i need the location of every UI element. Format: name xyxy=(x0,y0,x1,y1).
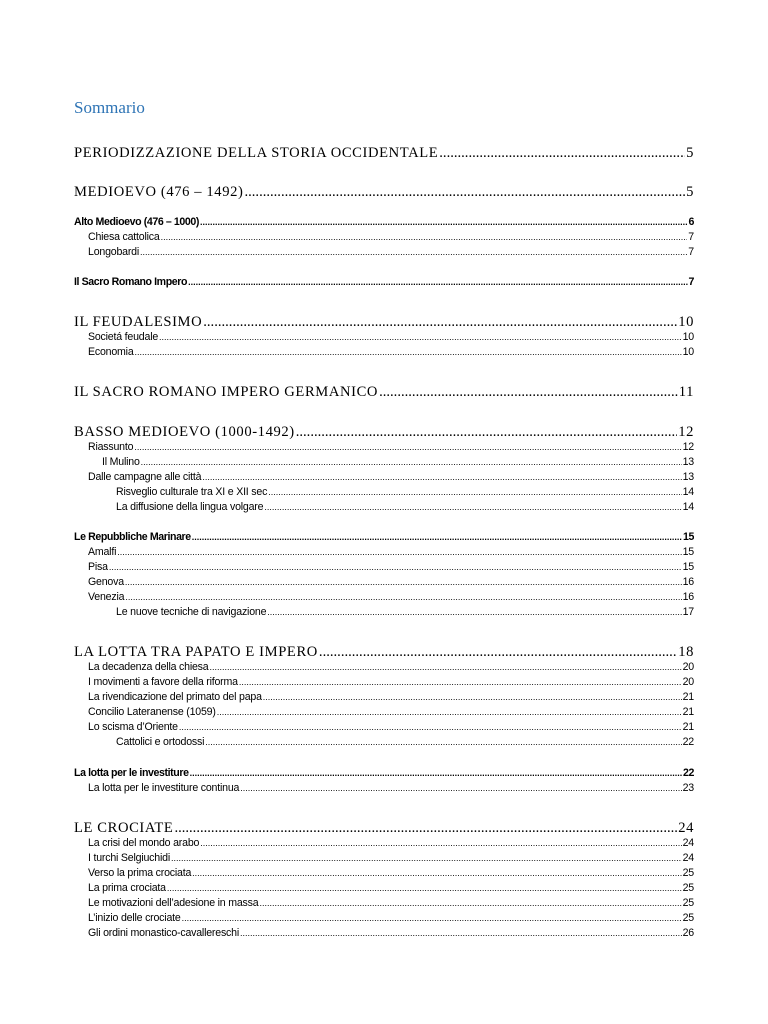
toc-entry-page: 20 xyxy=(682,661,694,673)
toc-entry[interactable] xyxy=(88,660,694,675)
toc-entry-page: 11 xyxy=(678,384,694,400)
toc-entry[interactable] xyxy=(88,590,694,605)
toc-leader-dots xyxy=(240,781,681,796)
toc-entry-page: 16 xyxy=(682,576,694,588)
toc-entry-page: 5 xyxy=(686,145,694,161)
toc-entry-page: 21 xyxy=(682,691,694,703)
toc-leader-dots xyxy=(159,330,682,345)
toc-entry-title: Le Repubbliche Marinare xyxy=(74,531,191,543)
toc-entry[interactable] xyxy=(88,866,694,881)
toc-entry-page: 25 xyxy=(682,912,694,924)
toc-entry[interactable] xyxy=(88,926,694,941)
toc-entry[interactable] xyxy=(88,781,694,796)
toc-entry-title: Chiesa cattolica xyxy=(88,231,160,243)
toc-entry-title: Il Mulino xyxy=(102,456,140,468)
toc-leader-dots xyxy=(240,926,682,941)
toc-title: Sommario xyxy=(74,98,145,117)
toc-entry[interactable] xyxy=(74,312,694,332)
toc-entry-title: La prima crociata xyxy=(88,882,166,894)
toc-entry-page: 16 xyxy=(682,591,694,603)
toc-entry-title: PERIODIZZAZIONE DELLA STORIA OCCIDENTALE xyxy=(74,145,439,161)
toc-leader-dots xyxy=(167,881,682,896)
toc-entry[interactable] xyxy=(88,690,694,705)
toc-entry-title: BASSO MEDIOEVO (1000-1492) xyxy=(74,424,295,440)
toc-leader-dots xyxy=(141,455,682,470)
toc-entry-page: 7 xyxy=(688,276,694,288)
toc-entry-title: Concilio Lateranense (1059) xyxy=(88,706,216,718)
toc-leader-dots xyxy=(125,590,681,605)
toc-leader-dots xyxy=(202,470,681,485)
toc-entry[interactable] xyxy=(74,642,694,662)
toc-entry[interactable] xyxy=(74,275,694,290)
toc-leader-dots xyxy=(264,500,681,515)
toc-entry-page: 22 xyxy=(683,767,694,779)
toc-entry[interactable] xyxy=(74,766,694,781)
toc-leader-dots xyxy=(174,818,677,838)
toc-leader-dots xyxy=(140,245,687,260)
toc-entry-title: Pisa xyxy=(88,561,108,573)
toc-entry-page: 21 xyxy=(682,721,694,733)
toc-entry[interactable] xyxy=(88,545,694,560)
toc-leader-dots xyxy=(109,560,682,575)
toc-entry-page: 14 xyxy=(682,486,694,498)
toc-entry-title: Amalfi xyxy=(88,546,117,558)
toc-entry-title: Venezia xyxy=(88,591,125,603)
toc-entry[interactable] xyxy=(74,143,694,163)
toc-entry-page: 14 xyxy=(682,501,694,513)
toc-entry[interactable] xyxy=(74,215,694,230)
toc-leader-dots xyxy=(134,440,681,455)
toc-entry-title: MEDIOEVO (476 – 1492) xyxy=(74,184,244,200)
toc-entry[interactable] xyxy=(116,500,694,515)
toc-entry-title: Dalle campagne alle città xyxy=(88,471,202,483)
toc-entry[interactable] xyxy=(88,836,694,851)
toc-leader-dots xyxy=(200,836,681,851)
toc-entry[interactable] xyxy=(88,881,694,896)
toc-entry-page: 22 xyxy=(682,736,694,748)
toc-leader-dots xyxy=(182,911,682,926)
toc-entry-title: Cattolici e ortodossi xyxy=(116,736,205,748)
toc-entry-page: 13 xyxy=(682,471,694,483)
toc-entry-page: 25 xyxy=(682,867,694,879)
toc-entry-page: 10 xyxy=(682,331,694,343)
toc-entry-title: Verso la prima crociata xyxy=(88,867,192,879)
toc-entry-title: IL SACRO ROMANO IMPERO GERMANICO xyxy=(74,384,379,400)
toc-entry-page: 18 xyxy=(678,644,694,660)
toc-leader-dots xyxy=(117,545,681,560)
toc-entry-title: LA LOTTA TRA PAPATO E IMPERO xyxy=(74,644,318,660)
toc-entry-page: 13 xyxy=(682,456,694,468)
toc-entry[interactable] xyxy=(88,230,694,245)
toc-entry-page: 10 xyxy=(678,314,694,330)
toc-leader-dots xyxy=(125,575,682,590)
toc-entry[interactable] xyxy=(88,896,694,911)
toc-entry[interactable] xyxy=(116,605,694,620)
toc-entry-page: 6 xyxy=(688,216,694,228)
toc-entry-title: I turchi Selgiuchidi xyxy=(88,852,170,864)
toc-entry[interactable] xyxy=(102,455,694,470)
toc-leader-dots xyxy=(268,485,681,500)
toc-entry-page: 25 xyxy=(682,882,694,894)
toc-entry[interactable] xyxy=(88,575,694,590)
toc-leader-dots xyxy=(267,605,681,620)
toc-entry-page: 20 xyxy=(682,676,694,688)
toc-entry-title: LE CROCIATE xyxy=(74,820,174,836)
toc-entry[interactable] xyxy=(74,382,694,402)
toc-entry-page: 12 xyxy=(678,424,694,440)
toc-entry[interactable] xyxy=(88,245,694,260)
toc-leader-dots xyxy=(244,182,685,202)
toc-entry-title: Gli ordini monastico-cavallereschi xyxy=(88,927,239,939)
toc-entry-title: La rivendicazione del primato del papa xyxy=(88,691,262,703)
toc-entry-title: La lotta per le investiture xyxy=(74,767,189,779)
toc-entry-title: Longobardi xyxy=(88,246,140,258)
toc-entry[interactable] xyxy=(74,530,694,545)
toc-entry[interactable] xyxy=(88,560,694,575)
toc-entry-title: Genova xyxy=(88,576,124,588)
toc-leader-dots xyxy=(171,851,682,866)
toc-entry-title: Il Sacro Romano Impero xyxy=(74,276,188,288)
toc-entry-page: 15 xyxy=(683,531,694,543)
toc-entry[interactable] xyxy=(88,345,694,360)
toc-entry-title: La decadenza della chiesa xyxy=(88,661,209,673)
toc-entry-title: Lo scisma d’Oriente xyxy=(88,721,178,733)
toc-entry-page: 15 xyxy=(682,546,694,558)
toc-entry-title: La lotta per le investiture continua xyxy=(88,782,240,794)
toc-entry-title: IL FEUDALESIMO xyxy=(74,314,203,330)
toc-entry[interactable] xyxy=(88,705,694,720)
toc-entry[interactable] xyxy=(88,851,694,866)
toc-entry-title: Riassunto xyxy=(88,441,134,453)
toc-entry-title: Economia xyxy=(88,346,134,358)
toc-entry-title: Le nuove tecniche di navigazione xyxy=(116,606,267,618)
toc-leader-dots xyxy=(239,675,682,690)
toc-leader-dots xyxy=(161,230,688,245)
toc-leader-dots xyxy=(319,642,677,662)
toc-entry-title: I movimenti a favore della riforma xyxy=(88,676,238,688)
toc-entry[interactable] xyxy=(116,485,694,500)
toc-entry-page: 17 xyxy=(682,606,694,618)
toc-entry-page: 7 xyxy=(688,246,694,258)
toc-leader-dots xyxy=(203,312,677,332)
toc-entry[interactable] xyxy=(74,422,694,442)
toc-leader-dots xyxy=(188,275,687,290)
toc-leader-dots xyxy=(296,422,677,442)
toc-entry-title: Le motivazioni dell’adesione in massa xyxy=(88,897,259,909)
toc-entry-page: 12 xyxy=(682,441,694,453)
toc-entry-page: 15 xyxy=(682,561,694,573)
toc-leader-dots xyxy=(209,660,681,675)
toc-entry[interactable] xyxy=(88,330,694,345)
toc-entry-title: Alto Medioevo (476 – 1000) xyxy=(74,216,200,228)
toc-entry-title: L’inizio delle crociate xyxy=(88,912,181,924)
toc-leader-dots xyxy=(192,530,682,545)
toc-entry-title: La diffusione della lingua volgare xyxy=(116,501,264,513)
toc-leader-dots xyxy=(205,735,681,750)
toc-entry-page: 24 xyxy=(682,852,694,864)
toc-leader-dots xyxy=(200,215,687,230)
toc-entry[interactable] xyxy=(88,911,694,926)
toc-leader-dots xyxy=(190,766,682,781)
toc-leader-dots xyxy=(263,690,682,705)
toc-entry[interactable] xyxy=(88,470,694,485)
toc-leader-dots xyxy=(179,720,682,735)
toc-entry[interactable] xyxy=(74,182,694,202)
toc-leader-dots xyxy=(192,866,681,881)
toc-entry[interactable] xyxy=(116,735,694,750)
toc-entry[interactable] xyxy=(74,818,694,838)
toc-entry-title: Risveglio culturale tra XI e XII sec xyxy=(116,486,268,498)
toc-entry-page: 7 xyxy=(688,231,694,243)
toc-entry-page: 21 xyxy=(682,706,694,718)
toc-leader-dots xyxy=(259,896,681,911)
toc-entry-page: 10 xyxy=(682,346,694,358)
toc-entry[interactable] xyxy=(88,675,694,690)
toc-entry-page: 5 xyxy=(686,184,694,200)
toc-entry-page: 23 xyxy=(682,782,694,794)
toc-entry-page: 24 xyxy=(682,837,694,849)
toc-entry-title: Societá feudale xyxy=(88,331,159,343)
toc-entry[interactable] xyxy=(88,440,694,455)
toc-leader-dots xyxy=(439,143,685,163)
toc-entry-title: La crisi del mondo arabo xyxy=(88,837,200,849)
toc-entry-page: 24 xyxy=(678,820,694,836)
toc-leader-dots xyxy=(379,382,678,402)
toc-leader-dots xyxy=(217,705,682,720)
toc-entry-page: 26 xyxy=(682,927,694,939)
toc-entry-page: 25 xyxy=(682,897,694,909)
toc-leader-dots xyxy=(135,345,682,360)
toc-entry[interactable] xyxy=(88,720,694,735)
